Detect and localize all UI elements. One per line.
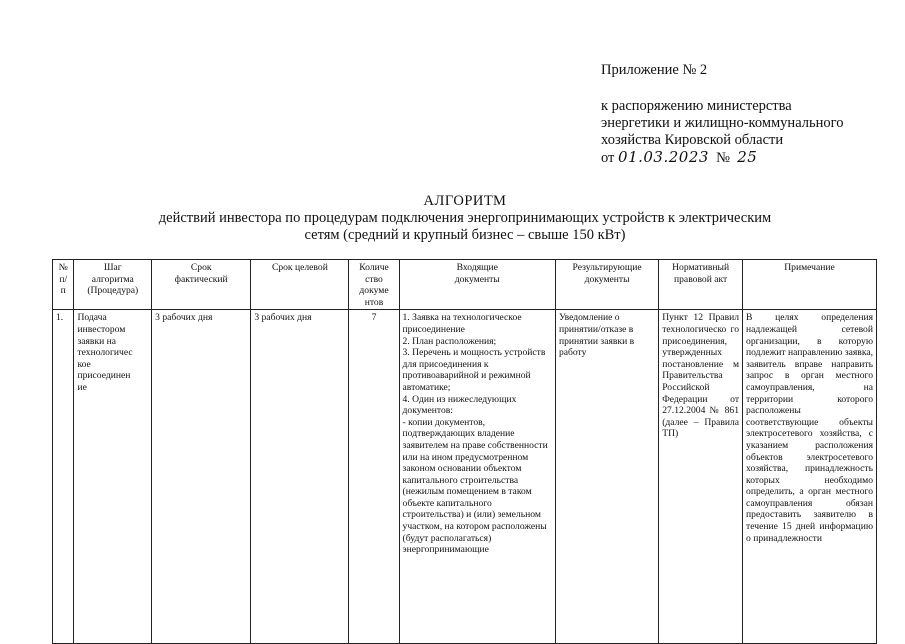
row-result-docs: Уведомление о принятии/отказе в принятии заявки в работу bbox=[555, 310, 658, 644]
row-num: 1. bbox=[53, 310, 74, 644]
appendix-line-2: энергетики и жилищно-коммунального bbox=[601, 115, 844, 131]
row-step: Подача инвестором заявки на технологичес кое присоединен ие bbox=[74, 310, 152, 644]
row-input-docs: 1. Заявка на технологическое присоединение 2. План расположения; 3. Перечень и мощность устройств для присоединения к противоаварийной и режимной автоматике; 4. Один из нижеследующих документов: - копии документов, подтверждающих владение заявителем на праве собственности или на ином предусмотренном законом основании объектом капитального строительства (нежилым помещением в таком объекте капитального строительства) и (или) земельном участком, на котором расположены (будут располагаться) энергопринимающие bbox=[399, 310, 555, 644]
row-normative-act: Пункт 12 Правил технологическо го присоединения, утвержденных постановление м Правительства Российской Федерации от 27.12.2004 № 861 (далее – Правила ТП) bbox=[659, 310, 743, 644]
header-step: Шаг алгоритма (Процедура) bbox=[74, 260, 152, 310]
number-prefix: № bbox=[716, 150, 731, 166]
row-notes: В целях определения надлежащей сетевой организации, в которую подлежит направлению заявка, заявитель вправе направить запрос в орган местного самоуправления, на территории которого расположены соответствующие объекты электросетевого хозяйства, с указанием расположения объектов электросетевого хозяйства, принадлежность которых необходимо определить, а орган местного самоуправления обязан предоставить заявителю в течение 15 дней информацию о принадлежности bbox=[743, 310, 877, 644]
header-num: № п/ п bbox=[53, 260, 74, 310]
appendix-line-3: хозяйства Кировской области bbox=[601, 132, 784, 148]
handwritten-number: 25 bbox=[737, 148, 758, 166]
document-subtitle-line-1: действий инвестора по процедурам подключения энергопринимающих устройств к электрическим bbox=[158, 210, 772, 226]
row-actual-term: 3 рабочих дня bbox=[152, 310, 251, 644]
header-input-docs: Входящие документы bbox=[399, 260, 555, 310]
header-normative-act: Нормативный правовой акт bbox=[659, 260, 743, 310]
handwritten-date: 01.03.2023 bbox=[618, 148, 709, 166]
document-heading bbox=[100, 193, 830, 244]
appendix-line-1: к распоряжению министерства bbox=[601, 98, 792, 114]
header-target-term: Срок целевой bbox=[251, 260, 349, 310]
header-result-docs: Результирующие документы bbox=[555, 260, 658, 310]
document-title: АЛГОРИТМ bbox=[423, 193, 507, 209]
header-doc-count: Количе ство докуме нтов bbox=[349, 260, 399, 310]
appendix-block bbox=[601, 62, 891, 167]
header-actual-term: Срок фактический bbox=[152, 260, 251, 310]
table-row bbox=[53, 310, 877, 644]
document-subtitle-line-2: сетям (средний и крупный бизнес – свыше 150 кВт) bbox=[304, 227, 626, 243]
row-doc-count: 7 bbox=[349, 310, 399, 644]
row-target-term: 3 рабочих дня bbox=[251, 310, 349, 644]
appendix-title: Приложение № 2 bbox=[601, 62, 708, 78]
table-header-row bbox=[53, 260, 877, 310]
algorithm-table bbox=[52, 259, 877, 644]
appendix-date-line bbox=[601, 149, 891, 167]
date-prefix: от bbox=[601, 150, 615, 166]
header-notes: Примечание bbox=[743, 260, 877, 310]
